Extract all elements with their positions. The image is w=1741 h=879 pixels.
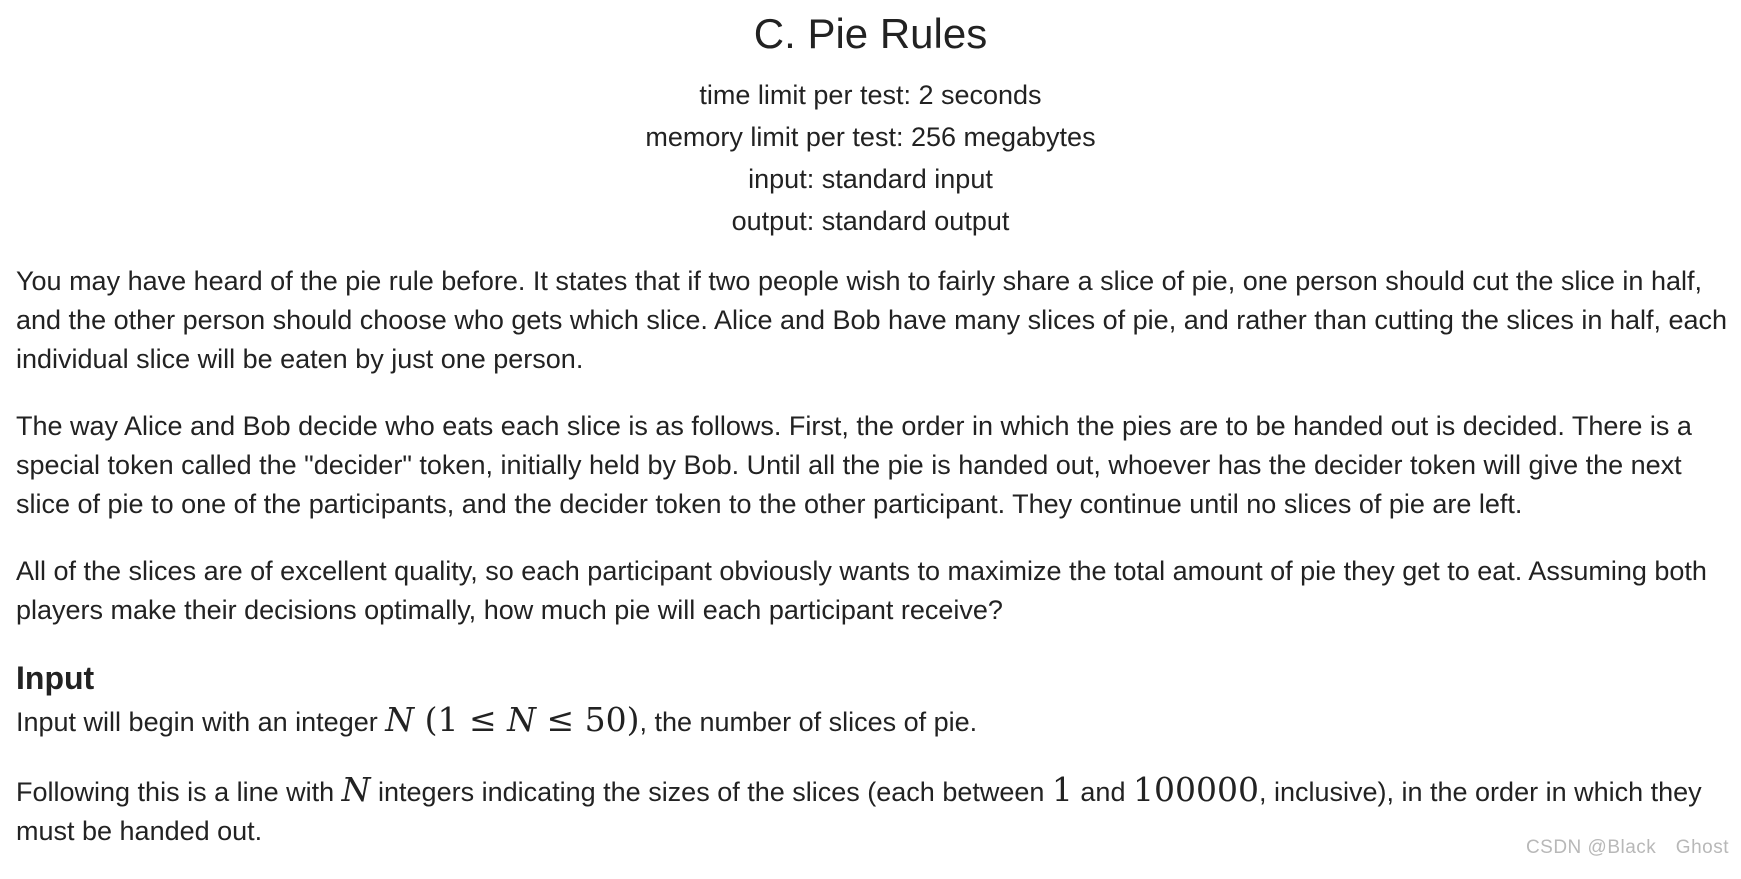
math-var: N [341, 770, 371, 809]
text: Input will begin with an integer [16, 707, 386, 737]
problem-title: C. Pie Rules [753, 10, 988, 57]
input-heading: Input [16, 660, 95, 696]
statement-paragraph: The way Alice and Bob decide who eats each slice is as follows. First, the order in which the pies are to be handed out is decided. There is a special token called the "decider" token, initially held by Bob. Until all the pie is handed out, whoever has the decider token will give the next slice of pie to one of the participants, and the decider token to the other participant. They continue until no slices of pie are left. [16, 411, 1692, 519]
output-spec: output: standard output [731, 206, 1010, 236]
problem-statement [16, 262, 1732, 630]
math-number: 1 [1051, 770, 1073, 809]
input-description-line2 [16, 770, 1732, 851]
problem-page [16, 0, 1732, 879]
text: integers indicating the sizes of the slices (each between [370, 777, 1052, 807]
math-var: N [385, 700, 415, 739]
input-spec: input: standard input [748, 164, 993, 194]
text: and [1072, 777, 1133, 807]
statement-paragraph: All of the slices are of excellent quality, so each participant obviously wants to maximize the total amount of pie they get to eat. Assuming both players make their decisions optimally, how much pie will each participant receive? [16, 556, 1707, 625]
math-var: N [507, 700, 536, 739]
text: Following this is a line with [16, 777, 342, 807]
math-text: ≤ 50) [535, 700, 640, 739]
watermark: CSDN @Black Ghost [1525, 837, 1729, 858]
input-section [16, 658, 1732, 851]
time-limit: time limit per test: 2 seconds [699, 80, 1042, 110]
math-number: 100000 [1132, 770, 1259, 809]
math-text: (1 ≤ [414, 700, 508, 739]
problem-header [0, 0, 1741, 242]
math-var-wrap [342, 770, 371, 809]
text: , the number of slices of pie. [639, 707, 978, 737]
memory-limit: memory limit per test: 256 megabytes [645, 122, 1096, 152]
input-description-line1 [16, 700, 1732, 742]
statement-paragraph: You may have heard of the pie rule before. It states that if two people wish to fairly share a slice of pie, one person should cut the slice in half, and the other person should choose who gets which slice. Alice and Bob have many slices of pie, and rather than cutting the slices in half, each individual slice will be eaten by just one person. [16, 266, 1728, 374]
text: , inclusive), in the order in which they must be handed out. [16, 777, 1702, 846]
math-formula [385, 700, 639, 739]
